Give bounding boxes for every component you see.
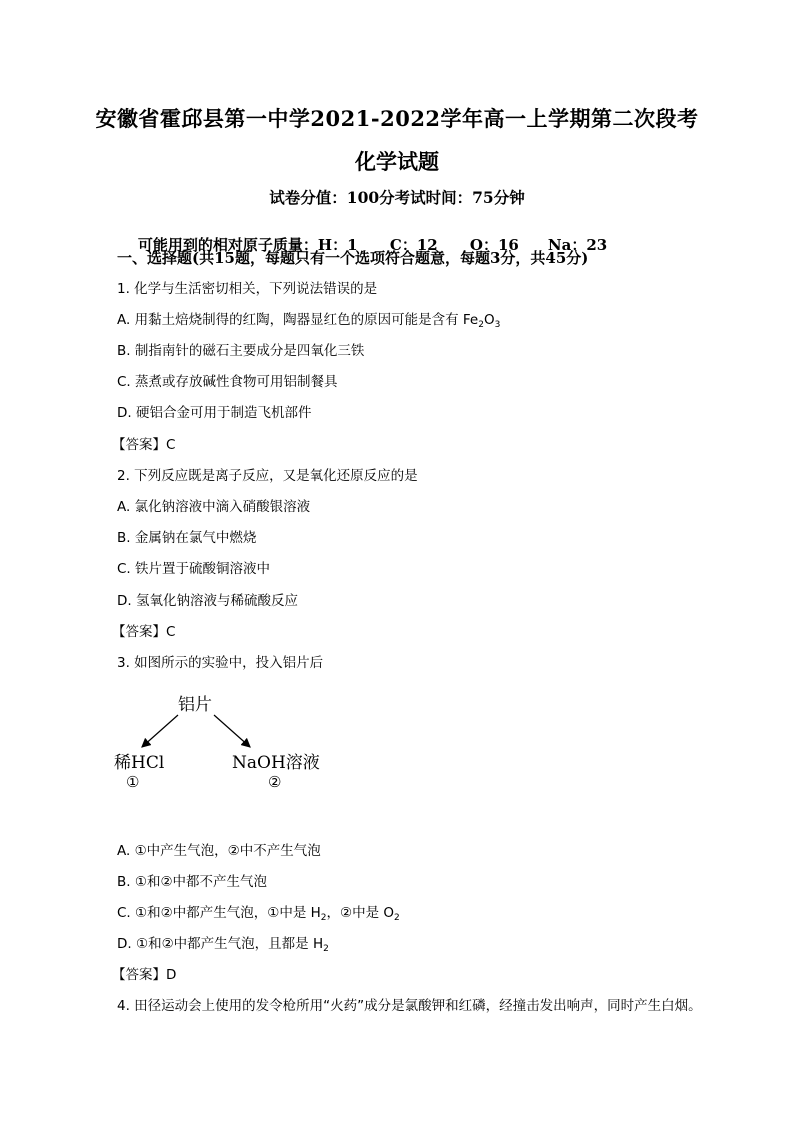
- subscript: 2: [478, 320, 484, 330]
- diagram-right-number: ②: [268, 773, 282, 791]
- subscript: 2: [320, 913, 327, 923]
- option-text: D. ①和②中都产生气泡，且都是 H: [117, 936, 324, 952]
- question-1-option-a: [117, 311, 500, 334]
- subscript: 2: [323, 944, 329, 954]
- question-1-option-b: B. 制指南针的磁石主要成分是四氧化三铁: [117, 343, 365, 359]
- question-1-option-d: D. 硬铝合金可用于制造飞机部件: [117, 405, 312, 421]
- question-3-option-a: A. ①中产生气泡，②中不产生气泡: [117, 843, 321, 859]
- question-4-stem: 4. 田径运动会上使用的发令枪所用“火药”成分是氯酸钾和红磷，经撞击发出响声，同时产生白烟。: [117, 998, 702, 1014]
- question-3-option-c: [117, 904, 400, 927]
- exam-title: 安徽省霍邱县第一中学2021-2022学年高一上学期第二次段考: [95, 106, 699, 131]
- question-3-option-b: B. ①和②中都不产生气泡: [117, 874, 268, 890]
- arrow-right: [214, 715, 250, 747]
- question-3-answer: [112, 966, 176, 984]
- question-2-option-d: D. 氢氧化钠溶液与稀硫酸反应: [117, 593, 298, 609]
- answer-tag: 【答案】: [112, 437, 166, 453]
- atomic-mass-label: 可能用到的相对原子质量：: [137, 236, 318, 254]
- mass-o: O：16: [469, 236, 519, 254]
- question-2-option-c: C. 铁片置于硫酸铜溶液中: [117, 561, 271, 577]
- reaction-arrows: [110, 685, 340, 805]
- mass-c: C：12: [389, 236, 438, 254]
- option-text: O: [483, 312, 495, 328]
- exam-subject: 化学试题: [355, 149, 439, 174]
- diagram-top-label: 铝片: [178, 695, 212, 715]
- answer-value: C: [166, 624, 176, 640]
- question-2-option-b: B. 金属钠在氯气中燃烧: [117, 530, 257, 546]
- option-text: ，②中是 O: [326, 905, 395, 921]
- question-2-stem: 2. 下列反应既是离子反应，又是氧化还原反应的是: [117, 468, 418, 484]
- question-3-option-d: [117, 935, 329, 958]
- exam-info: 试卷分值：100分考试时间：75分钟: [269, 188, 525, 207]
- answer-value: C: [166, 437, 176, 453]
- section-heading: 一、选择题(共15题，每题只有一个选项符合题意，每题3分，共45分): [117, 249, 589, 267]
- diagram-left-number: ①: [126, 773, 140, 791]
- question-3-stem: 3. 如图所示的实验中，投入铝片后: [117, 655, 324, 671]
- option-text: A. 用黏土焙烧制得的红陶，陶器显红色的原因可能是含有 Fe: [117, 312, 479, 328]
- experiment-diagram: [110, 685, 340, 805]
- diagram-left-label: 稀HCl: [114, 753, 165, 773]
- answer-tag: 【答案】: [112, 967, 166, 983]
- arrow-left: [142, 715, 178, 747]
- question-1-answer: [112, 436, 175, 454]
- answer-value: D: [166, 967, 177, 983]
- mass-na: Na：23: [547, 236, 608, 254]
- question-1-stem: 1. 化学与生活密切相关，下列说法错误的是: [117, 281, 378, 297]
- question-2-option-a: A. 氯化钠溶液中滴入硝酸银溶液: [117, 499, 311, 515]
- mass-h: H：1: [317, 236, 358, 254]
- diagram-right-label: NaOH溶液: [232, 753, 320, 773]
- question-2-answer: [112, 623, 175, 641]
- question-1-option-c: C. 蒸煮或存放碱性食物可用铝制餐具: [117, 374, 338, 390]
- subscript: 3: [494, 320, 501, 330]
- subscript: 2: [394, 913, 400, 923]
- option-text: C. ①和②中都产生气泡，①中是 H: [117, 905, 321, 921]
- answer-tag: 【答案】: [112, 624, 166, 640]
